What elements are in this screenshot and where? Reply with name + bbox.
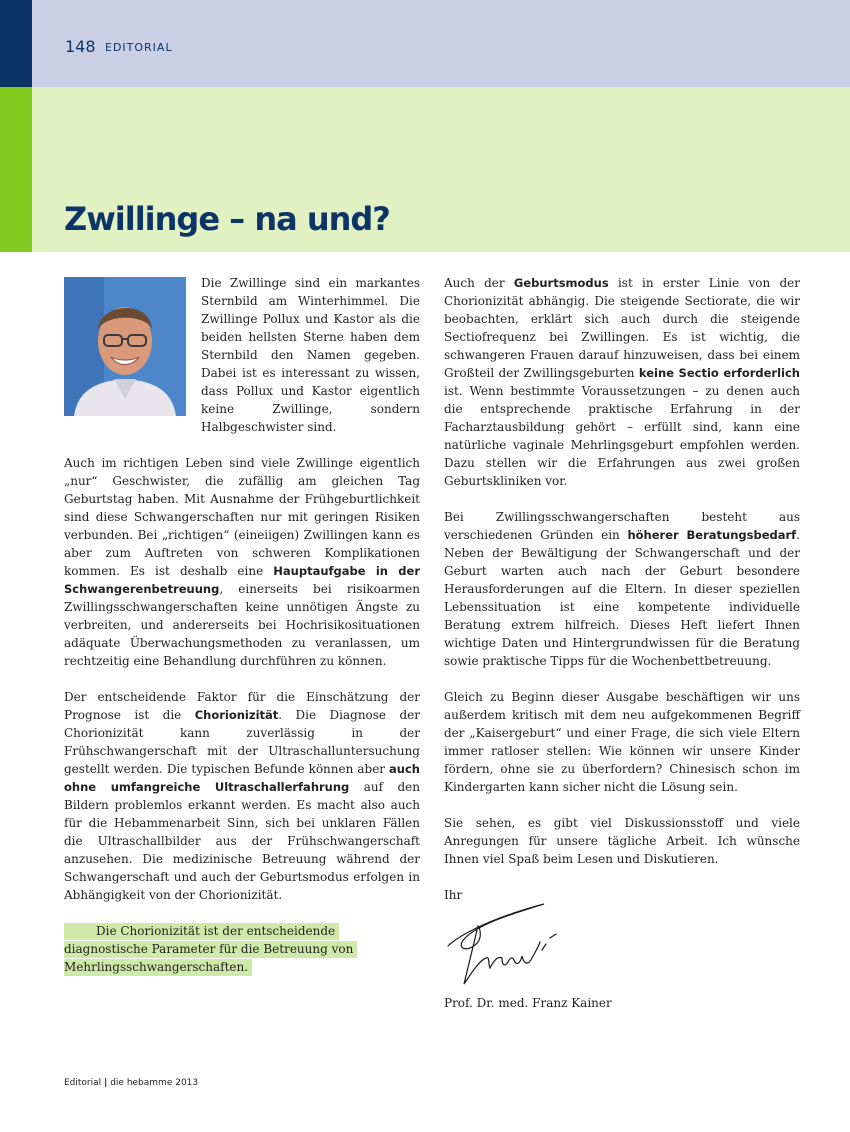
author-name: Prof. Dr. med. Franz Kainer xyxy=(444,996,612,1010)
footer-publication: die hebamme 2013 xyxy=(110,1078,199,1088)
paragraph-text: , einerseits bei risikoarmen Zwillingsschwangerschaften keine unnötigen Ängste zu verbreiten, und andererseits bei Hochrisikosituationen adäquate Überwachungsmethoden zu veranlassen, um rechtzeitig eine Behandlung durchführen zu können. xyxy=(64,582,420,668)
pull-quote-block xyxy=(64,922,420,976)
paragraph-text: ist. Wenn bestimmte Voraussetzungen – zu denen auch die entsprechende praktische Erfahrung in der Facharztausbildung gehört – erfüllt sind, kann eine natürliche vaginale Mehrlingsgeburt empfohlen werden. Dazu stellen wir die Erfahrungen aus zwei großen Geburtskliniken vor. xyxy=(444,384,800,488)
bold-phrase: auch ohne umfangreiche Ultraschallerfahrung xyxy=(64,762,420,794)
paragraph-text: Der entscheidende Faktor für die Einschätzung der Prognose ist die xyxy=(64,690,420,722)
paragraph-text: auf den Bildern problemlos erkannt werden. Es macht also auch für die Hebammenarbeit Sinn, sich bei unklaren Fällen die Ultraschallbilder aus der Frühschwangerschaft anzusehen. Die medizinische Betreuung während der Schwangerschaft und auch der Geburtsmodus erfolgen in Abhängigkeit von der Chorionizität. xyxy=(64,780,420,902)
title-accent-stripe xyxy=(0,87,32,252)
paragraph-text: Auch im richtigen Leben sind viele Zwillinge eigentlich „nur“ Geschwister, die zufällig am gleichen Tag Geburtstag haben. Mit Ausnahme der Frühgeburtlichkeit sind diese Schwangerschaften nur mit geringen Risiken verbunden. Bei „richtigen“ (eineiigen) Zwillingen kann es aber zum Auftreten von schweren Komplikationen kommen. Es ist deshalb eine xyxy=(64,456,420,578)
intro-paragraph xyxy=(64,274,420,436)
author-photo xyxy=(64,277,186,416)
paragraph-issue-topics: Gleich zu Beginn dieser Ausgabe beschäftigen wir uns außerdem kritisch mit dem neu aufgekommenen Begriff der „Kaisergeburt“ und einer Frage, die sich viele Eltern immer ratloser stellen: Wie können wir unsere Kinder fördern, ohne sie zu überfordern? Chinesisch schon im Kindergarten kann sicher nicht die Lösung sein. xyxy=(444,690,800,794)
page-footer xyxy=(64,1078,198,1088)
bold-phrase: Chorionizität xyxy=(194,708,279,722)
page-number: 148 xyxy=(65,37,96,56)
right-column xyxy=(444,274,800,1030)
paragraph-text: Bei Zwillingsschwangerschaften besteht aus verschiedenen Gründen ein xyxy=(444,510,800,542)
paragraph-closing-remarks: Sie sehen, es gibt viel Diskussionsstoff und viele Anregungen für unsere tägliche Arbeit. Ich wünsche Ihnen viel Spaß beim Lesen und Diskutieren. xyxy=(444,816,800,866)
paragraph-counseling xyxy=(444,508,800,670)
paragraph-text: . Die Diagnose der Chorionizität kann zuverlässig in der Frühschwangerschaft mit der Ultraschalluntersuchung gestellt werden. Die typischen Befunde können aber xyxy=(64,708,420,776)
paragraph-twins-life xyxy=(64,454,420,670)
footer-separator: | xyxy=(104,1078,108,1088)
left-column xyxy=(64,274,420,976)
article-title: Zwillinge – na und? xyxy=(64,200,390,238)
paragraph-text: Auch der xyxy=(444,276,514,290)
signature-image xyxy=(444,898,574,988)
pull-quote xyxy=(64,923,357,976)
paragraph-chorionicity xyxy=(64,688,420,904)
bold-phrase: Hauptaufgabe in der Schwangerenbetreuung xyxy=(64,564,420,596)
section-label: EDITORIAL xyxy=(105,41,173,54)
intro-text: Die Zwillinge sind ein markantes Sternbild am Winterhimmel. Die Zwillinge Pollux und Kastor als die beiden hellsten Sterne haben dem Sternbild den Namen gegeben. Dabei ist es interessant zu wissen, dass Pollux und Kastor eigentlich keine Zwillinge, sondern Halbgeschwister sind. xyxy=(201,276,420,434)
footer-section: Editorial xyxy=(64,1078,102,1088)
header-accent-stripe xyxy=(0,0,32,87)
paragraph-text: . Neben der Bewältigung der Schwangerschaft und der Geburt warten auch nach der Geburt besondere Herausforderungen auf die Eltern. In dieser speziellen Lebenssituation ist eine kompetente individuelle Beratung extrem hilfreich. Dieses Heft liefert Ihnen wichtige Daten und Hintergrundwissen für die Beratung sowie praktische Tipps für die Wochenbettbetreuung. xyxy=(444,528,800,668)
paragraph-text: ist in erster Linie von der Chorionizität abhängig. Die steigende Sectiorate, die wir beobachten, erklärt sich auch durch die steigende Sectiofrequenz bei Zwillingen. Es ist wichtig, die schwangeren Frauen darauf hinzuweisen, dass bei einem Großteil der Zwillingsgeburten xyxy=(444,276,800,380)
paragraph-birth-mode xyxy=(444,274,800,490)
closing-salutation: Ihr xyxy=(444,888,463,902)
bold-phrase: höherer Beratungsbedarf xyxy=(627,528,797,542)
bold-phrase: Geburtsmodus xyxy=(513,276,609,290)
bold-phrase: keine Sectio erforderlich xyxy=(638,366,800,380)
pull-quote-text: Die Chorionizität ist der entscheidende diagnostische Parameter für die Betreuung von Mehrlingsschwangerschaften. xyxy=(64,924,354,974)
